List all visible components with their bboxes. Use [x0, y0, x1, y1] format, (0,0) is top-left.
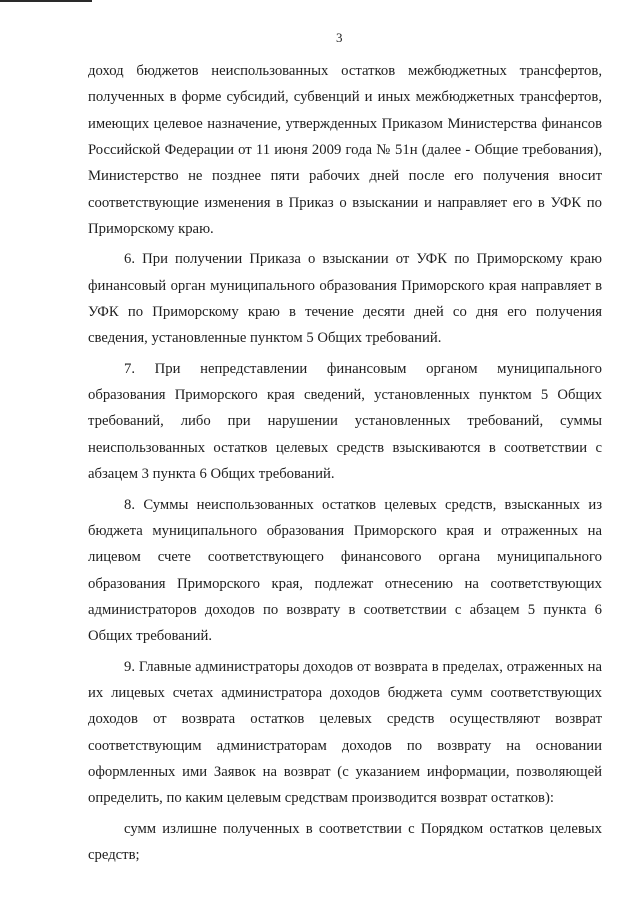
page-number: 3 — [336, 30, 343, 45]
paragraph-item-9-sub-1: сумм излишне полученных в соответствии с Порядком остатков целевых средств; — [88, 820, 602, 863]
paragraph-item-6: 6. При получении Приказа о взыскании от УФК по Приморскому краю финансовый орган муниципального образования Приморского края направляет в УФК по Приморскому краю в течение десяти дней со дня его получения сведения, установленные пунктом 5 Общих требований. — [88, 251, 602, 347]
scan-edge-mark — [0, 0, 92, 2]
paragraph-item-8: 8. Суммы неиспользованных остатков целевых средств, взысканных из бюджета муниципального образования Приморского края и отраженных на лицевом счете соответствующего финансового органа муниципального образования Приморского края, подлежат отнесению на соответствующих администраторов доходов по возврату в соответствии с абзацем 5 пункта 6 Общих требований. — [88, 496, 602, 645]
paragraph-continuation: доход бюджетов неиспользованных остатков межбюджетных трансфертов, полученных в форме субсидий, субвенций и иных межбюджетных трансфертов, имеющих целевое назначение, утвержденных Приказом Министерства финансов Российской Федерации от 11 июня 2009 года № 51н (далее - Общие требования), Министерство не позднее пяти рабочих дней после его получения вносит соответствующие изменения в Приказ о взыскании и направляет его в УФК по Приморскому краю. — [88, 63, 602, 238]
paragraph-item-9: 9. Главные администраторы доходов от возврата в пределах, отраженных на их лицевых счетах администратора доходов бюджета сумм соответствующих доходов от возврата остатков целевых средств осуществляют возврат соответствующим администраторам доходов по возврату на основании оформленных ими Заявок на возврат (с указанием информации, позволяющей определить, по каким целевым средствам производится возврат остатков): — [88, 658, 602, 807]
paragraph-item-7: 7. При непредставлении финансовым органом муниципального образования Приморского края сведений, установленных пунктом 5 Общих требований, либо при нарушении установленных требований, суммы неиспользованных остатков целевых средств взыскиваются в соответствии с абзацем 3 пункта 6 Общих требований. — [88, 360, 602, 483]
document-body — [88, 58, 602, 868]
